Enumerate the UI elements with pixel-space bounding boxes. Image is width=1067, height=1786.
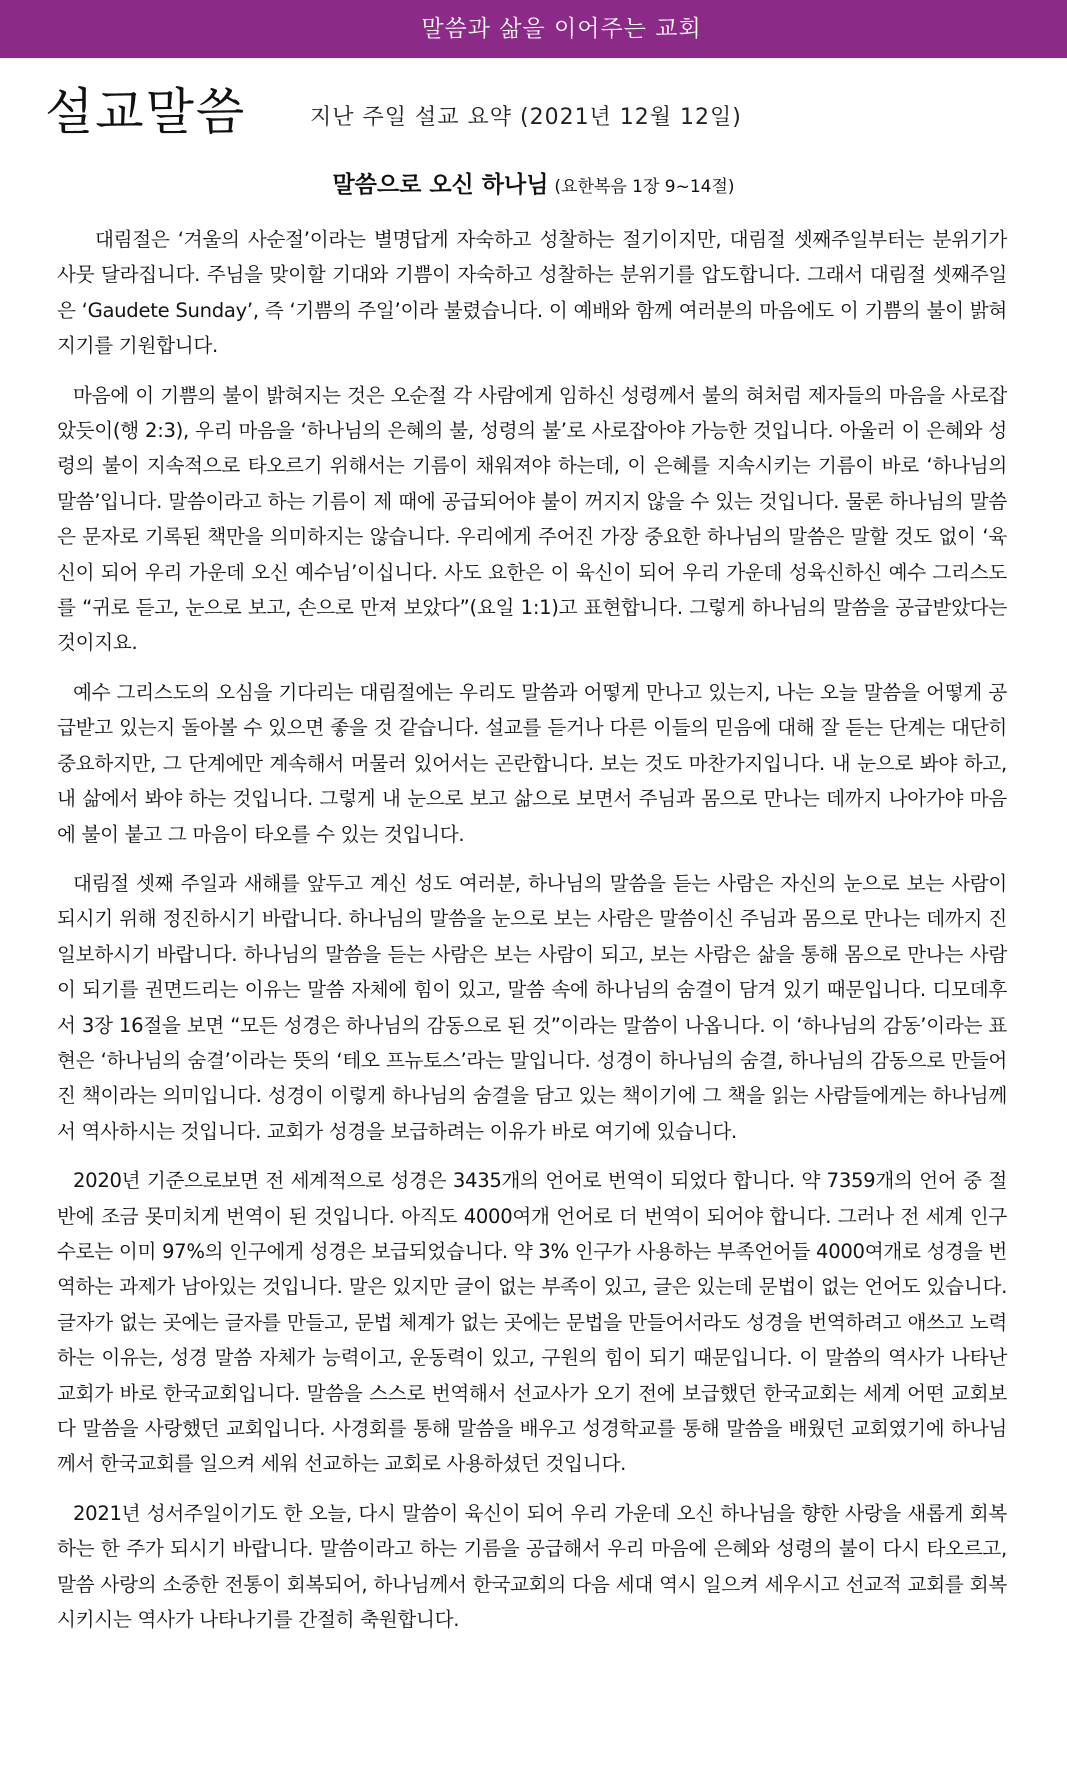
scripture-reference: (요한복음 1장 9~14절) (554, 177, 735, 197)
paragraph-6: 2021년 성서주일이기도 한 오늘, 다시 말씀이 육신이 되어 우리 가운데 오신 하나님을 향한 사랑을 새롭게 회복하는 한 주가 되시기 바랍니다. 말씀이라고 하는 기름을 공급해서 우리 마음에 은혜와 성령의 불이 다시 타오르고, 말씀 사랑의 소중한 전통이 회복되어, 하나님께서 한국교회의 다음 세대 역시 일으켜 세우시고 선교적 교회를 회복시키시는 역사가 나타나기를 간절히 축원합니다. (57, 1501, 1007, 1632)
paragraph-2: 마음에 이 기쁨의 불이 밝혀지는 것은 오순절 각 사람에게 임하신 성령께서 불의 혀처럼 제자들의 마음을 사로잡았듯이(행 2:3), 우리 마음을 ‘하나님의 은혜의 불, 성령의 불’로 사로잡아야 가능한 것입니다. 아울러 이 은혜와 성령의 불이 지속적으로 타오르기 위해서는 기름이 채워져야 하는데, 이 은혜를 지속시키는 기름이 바로 ‘하나님의 말씀’입니다. 말씀이라고 하는 기름이 제 때에 공급되어야 불이 꺼지지 않을 수 있는 것입니다. 물론 하나님의 말씀은 문자로 기록된 책만을 의미하지는 않습니다. 우리에게 주어진 가장 중요한 하나님의 말씀은 말할 것도 없이 ‘육신이 되어 우리 가운데 오신 예수님’이십니다. 사도 요한은 이 육신이 되어 우리 가운데 성육신하신 예수 그리스도를 “귀로 듣고, 눈으로 보고, 손으로 만져 보았다”(요일 1:1)고 표현합니다. 그렇게 하나님의 말씀을 공급받았다는 것이지요. (57, 383, 1007, 655)
header-banner (0, 0, 1067, 58)
paragraph-1: 대림절은 ‘겨울의 사순절’이라는 별명답게 자숙하고 성찰하는 절기이지만, 대림절 셋째주일부터는 분위기가 사뭇 달라집니다. 주님을 맞이할 기대와 기쁨이 자숙하고 성찰하는 분위기를 압도합니다. 그래서 대림절 셋째주일은 ‘Gaudete Sunday’, 즉 ‘기쁨의 주일’이라 불렸습니다. 이 예배와 함께 여러분의 마음에도 이 기쁨의 불이 밝혀지기를 기원합니다. (57, 228, 1007, 358)
paragraph-4: 대림절 셋째 주일과 새해를 앞두고 계신 성도 여러분, 하나님의 말씀을 듣는 사람은 자신의 눈으로 보는 사람이 되시기 위해 정진하시기 바랍니다. 하나님의 말씀을 눈으로 보는 사람은 말씀이신 주님과 몸으로 만나는 데까지 진일보하시기 바랍니다. 하나님의 말씀을 듣는 사람은 보는 사람이 되고, 보는 사람은 삶을 통해 몸으로 만나는 사람이 되기를 권면드리는 이유는 말씀 자체에 힘이 있고, 말씀 속에 하나님의 숨결이 담겨 있기 때문입니다. 디모데후서 3장 16절을 보면 “모든 성경은 하나님의 감동으로 된 것”이라는 말씀이 나옵니다. 이 ‘하나님의 감동’이라는 표현은 ‘하나님의 숨결’이라는 뜻의 ‘테오 프뉴토스’라는 말입니다. 성경이 하나님의 숨결, 하나님의 감동으로 만들어진 책이라는 의미입니다. 성경이 이렇게 하나님의 숨결을 담고 있는 책이기에 그 책을 읽는 사람들에게는 하나님께서 역사하시는 것입니다. 교회가 성경을 보급하려는 이유가 바로 여기에 있습니다. (57, 871, 1007, 1143)
page-title: 설교말씀 (45, 83, 247, 141)
sermon-body (57, 222, 1007, 1651)
sermon-heading (0, 170, 1067, 202)
banner-text: 말씀과 삶을 이어주는 교회 (421, 16, 702, 42)
page-subtitle: 지난 주일 설교 요약 (2021년 12월 12일) (310, 105, 742, 130)
paragraph-5: 2020년 기준으로보면 전 세계적으로 성경은 3435개의 언어로 번역이 되었다 합니다. 약 7359개의 언어 중 절반에 조금 못미치게 번역이 된 것입니다. 아직도 4000여개 언어로 더 번역이 되어야 합니다. 그러나 전 세계 인구 수로는 이미 97%의 인구에게 성경은 보급되었습니다. 약 3% 인구가 사용하는 부족언어들 4000여개로 성경을 번역하는 과제가 남아있는 것입니다. 말은 있지만 글이 없는 부족이 있고, 글은 있는데 문법이 없는 언어도 있습니다. 글자가 없는 곳에는 글자를 만들고, 문법 체계가 없는 곳에는 문법을 만들어서라도 성경을 번역하려고 애쓰고 노력하는 이유는, 성경 말씀 자체가 능력이고, 운동력이 있고, 구원의 힘이 되기 때문입니다. 이 말씀의 역사가 나타난 교회가 바로 한국교회입니다. 말씀을 스스로 번역해서 선교사가 오기 전에 보급했던 한국교회는 세계 어떤 교회보다 말씀을 사랑했던 교회입니다. 사경회를 통해 말씀을 배우고 성경학교를 통해 말씀을 배웠던 교회였기에 하나님께서 한국교회를 일으켜 세워 선교하는 교회로 사용하셨던 것입니다. (57, 1169, 1007, 1476)
paragraph-3: 예수 그리스도의 오심을 기다리는 대림절에는 우리도 말씀과 어떻게 만나고 있는지, 나는 오늘 말씀을 어떻게 공급받고 있는지 돌아볼 수 있으면 좋을 것 같습니다. 설교를 듣거나 다른 이들의 믿음에 대해 잘 듣는 단계는 대단히 중요하지만, 그 단계에만 계속해서 머물러 있어서는 곤란합니다. 보는 것도 마찬가지입니다. 내 눈으로 봐야 하고, 내 삶에서 봐야 하는 것입니다. 그렇게 내 눈으로 보고 삶으로 보면서 주님과 몸으로 만나는 데까지 나아가야 마음에 불이 붙고 그 마음이 타오를 수 있는 것입니다. (57, 680, 1007, 846)
sermon-title: 말씀으로 오신 하나님 (332, 172, 549, 198)
page-header (45, 82, 1025, 152)
